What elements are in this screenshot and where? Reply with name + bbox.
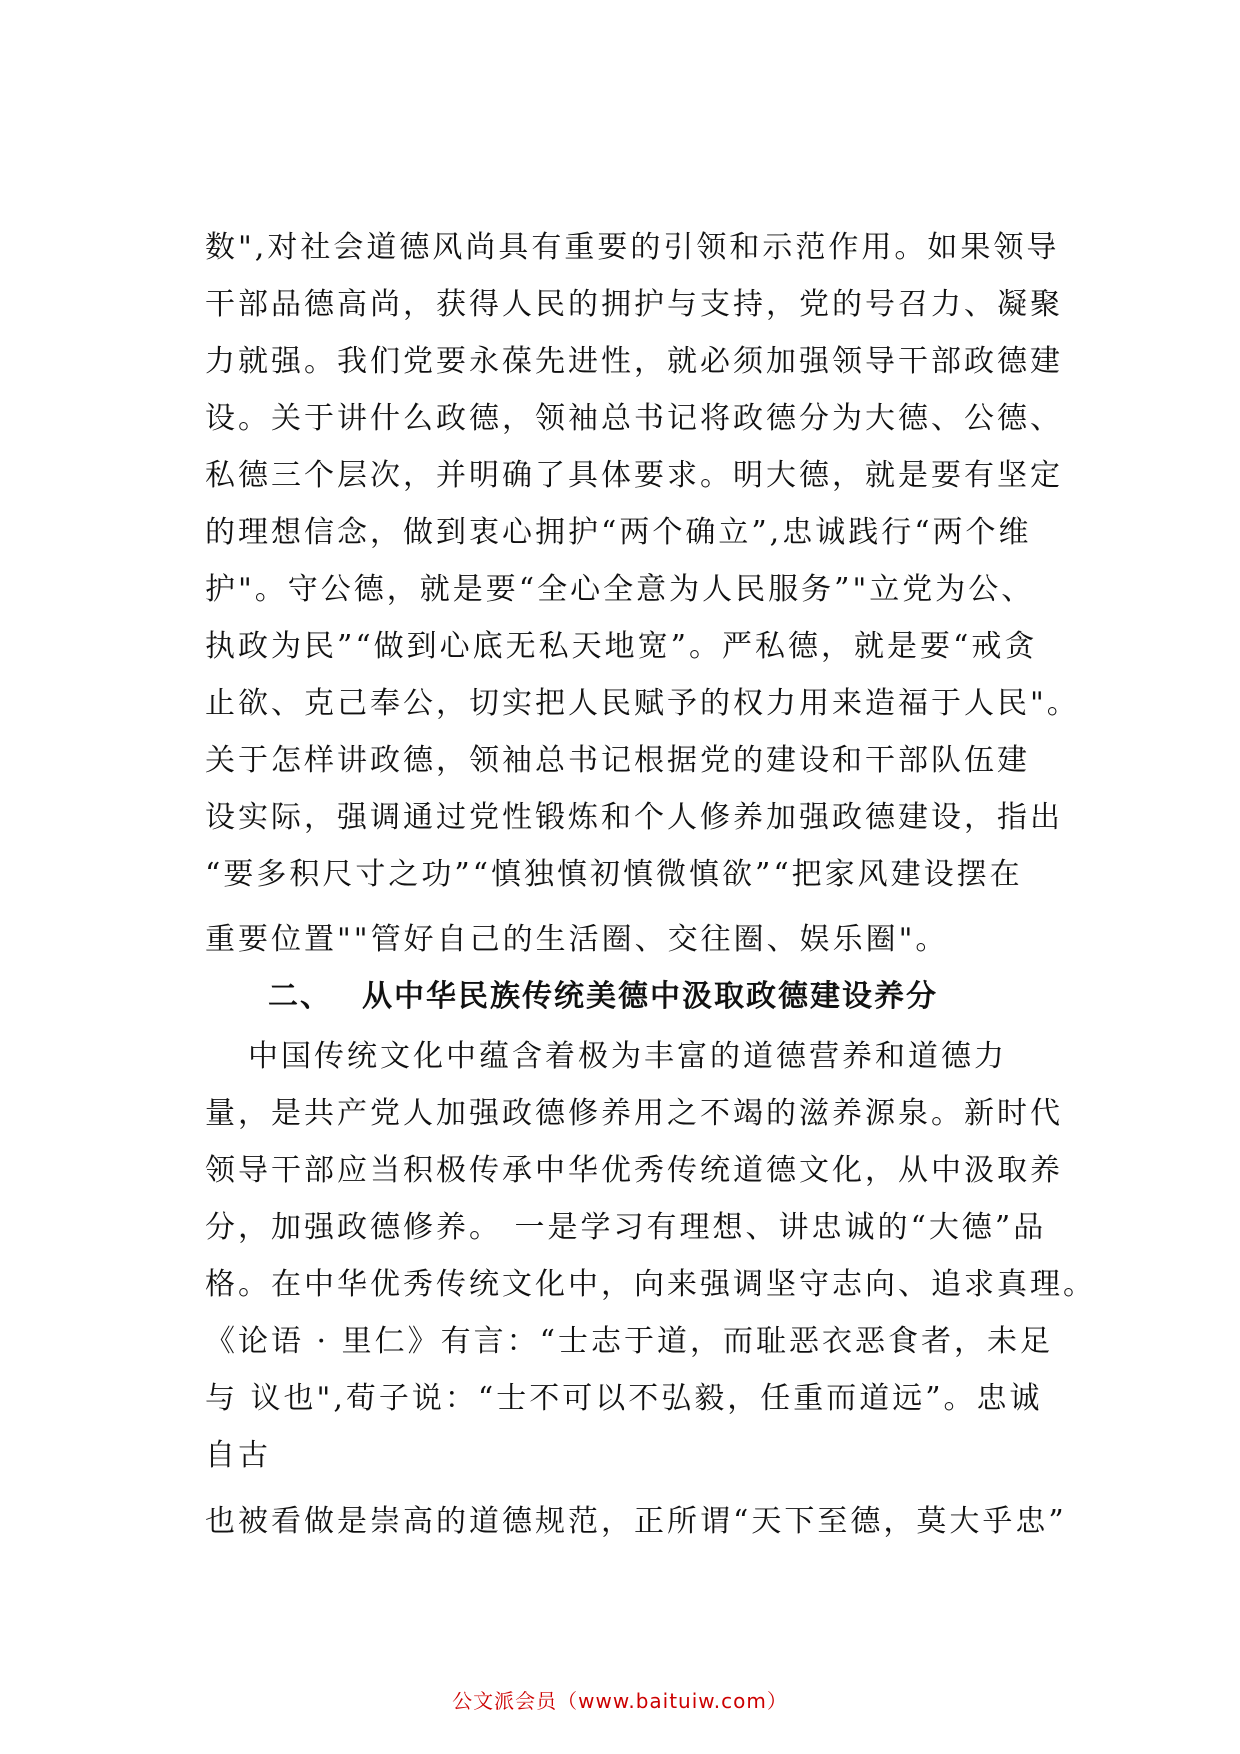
section-number: 二、 xyxy=(268,979,332,1014)
body-line: “要多积尺寸之功”“慎独慎初慎微慎欲”“把家风建设摆在 xyxy=(205,857,1023,892)
body-line: 设。关于讲什么政德，领袖总书记将政德分为大德、公德、 xyxy=(205,401,1063,436)
body-line: 格。在中华优秀传统文化中，向来强调坚守志向、追求真理。 xyxy=(205,1267,1096,1302)
body-line: 分，加强政德修养。 一是学习有理想、讲忠诚的“大德”品 xyxy=(205,1210,1047,1245)
section-heading xyxy=(268,977,1088,1017)
body-line: 干部品德高尚，获得人民的拥护与支持，党的号召力、凝聚 xyxy=(205,287,1063,322)
section-title: 从中华民族传统美德中汲取政德建设养分 xyxy=(362,979,938,1014)
body-line: 中国传统文化中蕴含着极为丰富的道德营养和道德力 xyxy=(248,1039,1007,1074)
body-line: 量，是共产党人加强政德修养用之不竭的滋养源泉。新时代 xyxy=(205,1096,1063,1131)
body-line: 数",对社会道德风尚具有重要的引领和示范作用。如果领导 xyxy=(205,230,1060,265)
footer-watermark-text: 公文派会员（www.baituiw.com） xyxy=(452,1689,788,1713)
body-line: 设实际，强调通过党性锻炼和个人修养加强政德建设，指出 xyxy=(205,800,1063,835)
body-line: 重要位置""管好自己的生活圈、交往圈、娱乐圈"。 xyxy=(205,922,949,957)
body-line: 领导干部应当积极传承中华优秀传统道德文化，从中汲取养 xyxy=(205,1153,1063,1188)
body-line: 《论语 · 里仁》有言：“士志于道，而耻恶衣恶食者，未足 xyxy=(205,1324,1053,1359)
body-line: 力就强。我们党要永葆先进性，就必须加强领导干部政德建 xyxy=(205,344,1063,379)
body-line: 私德三个层次，并明确了具体要求。明大德，就是要有坚定 xyxy=(205,458,1063,493)
body-line: 的理想信念，做到衷心拥护“两个确立”,忠诚践行“两个维 xyxy=(205,515,1032,550)
body-line: 止欲、克己奉公，切实把人民赋予的权力用来造福于人民"。 xyxy=(205,686,1080,721)
body-line: 关于怎样讲政德，领袖总书记根据党的建设和干部队伍建 xyxy=(205,743,1030,778)
body-line: 也被看做是崇高的道德规范，正所谓“天下至德，莫大乎忠” xyxy=(205,1504,1067,1539)
body-line: 护"。守公德，就是要“全心全意为人民服务”"立党为公、 xyxy=(205,572,1035,607)
body-line: 执政为民”“做到心底无私天地宽”。严私德，就是要“戒贪 xyxy=(205,629,1038,664)
body-line: 与 议也",荀子说：“士不可以不弘毅，任重而道远”。忠诚 xyxy=(205,1381,1043,1416)
body-line: 自古 xyxy=(205,1438,271,1473)
